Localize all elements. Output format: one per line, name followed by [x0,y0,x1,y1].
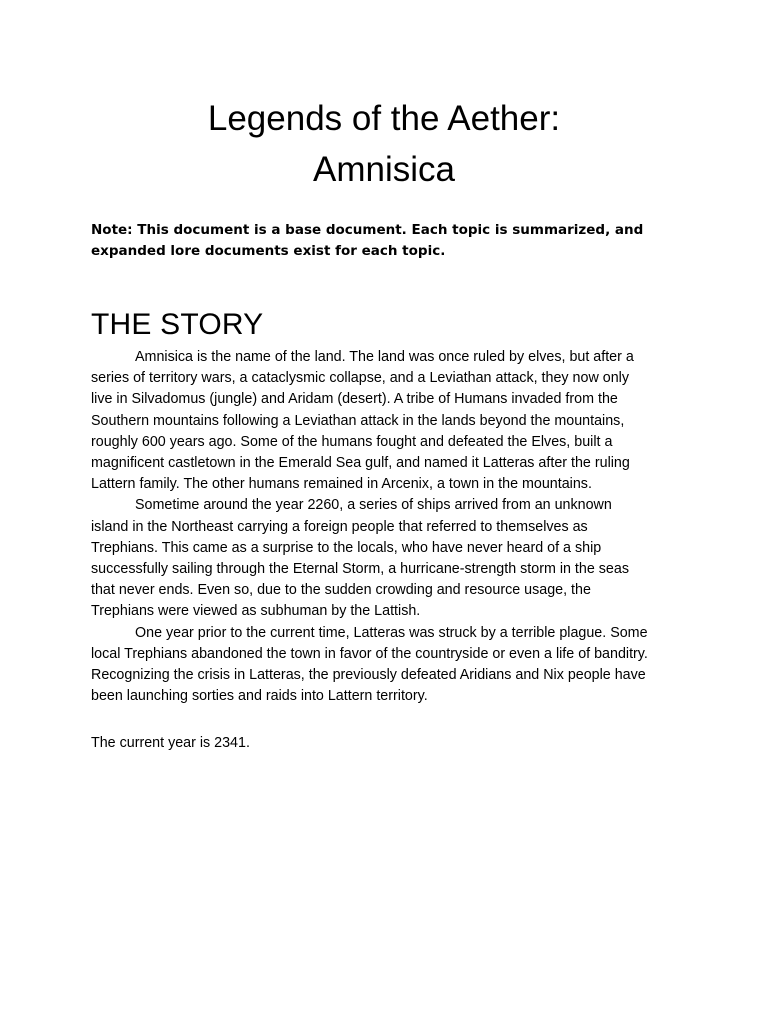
paragraph-line: roughly 600 years ago. Some of the humans fought and defeated the Elves, built a [91,433,613,450]
paragraph-line: island in the Northeast carrying a foreign people that referred to themselves as [91,518,588,535]
paragraph-line: Southern mountains following a Leviathan attack in the lands beyond the mountains, [91,412,625,429]
document-title-line-2: Amnisica [313,150,455,189]
paragraph-line: successfully sailing through the Eternal Storm, a hurricane-strength storm in the seas [91,561,629,578]
story-paragraph-1 [91,347,691,495]
paragraph-line: Amnisica is the name of the land. The land was once ruled by elves, but after a [135,349,634,365]
section-heading-the-story: THE STORY [91,308,264,341]
paragraph-line: One year prior to the current time, Latteras was struck by a terrible plague. Some [135,624,648,641]
document-note [91,220,691,262]
paragraph-line: live in Silvadomus (jungle) and Aridam (desert). A tribe of Humans invaded from the [91,391,618,408]
paragraph-line: magnificent castletown in the Emerald Sea gulf, and named it Latteras after the ruling [91,455,630,472]
document-title-line-1: Legends of the Aether: [207,99,561,138]
paragraph-line: Sometime around the year 2260, a series of ships arrived from an unknown [135,497,612,514]
note-line: Note: This document is a base document. Each topic is summarized, and [91,222,644,238]
paragraph-line: that never ends. Even so, due to the sudden crowding and resource usage, the [91,582,591,599]
story-paragraph-3 [91,623,691,708]
current-year-line: The current year is 2341. [91,735,250,751]
paragraph-line: series of territory wars, a cataclysmic collapse, and a Leviathan attack, they now only [91,370,629,387]
story-paragraph-2 [91,495,691,622]
story-body [91,347,691,707]
paragraph-line: Lattern family. The other humans remained in Arcenix, a town in the mountains. [91,476,592,493]
paragraph-line: Recognizing the crisis in Latteras, the previously defeated Aridians and Nix people have [91,667,646,684]
paragraph-line: Trephians were viewed as subhuman by the Lattish. [91,603,421,620]
paragraph-line: local Trephians abandoned the town in favor of the countryside or even a life of banditry. [91,645,648,662]
note-line: expanded lore documents exist for each topic. [91,243,446,259]
paragraph-line: been launching sorties and raids into Lattern territory. [91,688,428,705]
paragraph-line: Trephians. This came as a surprise to the locals, who have never heard of a ship [91,539,602,556]
